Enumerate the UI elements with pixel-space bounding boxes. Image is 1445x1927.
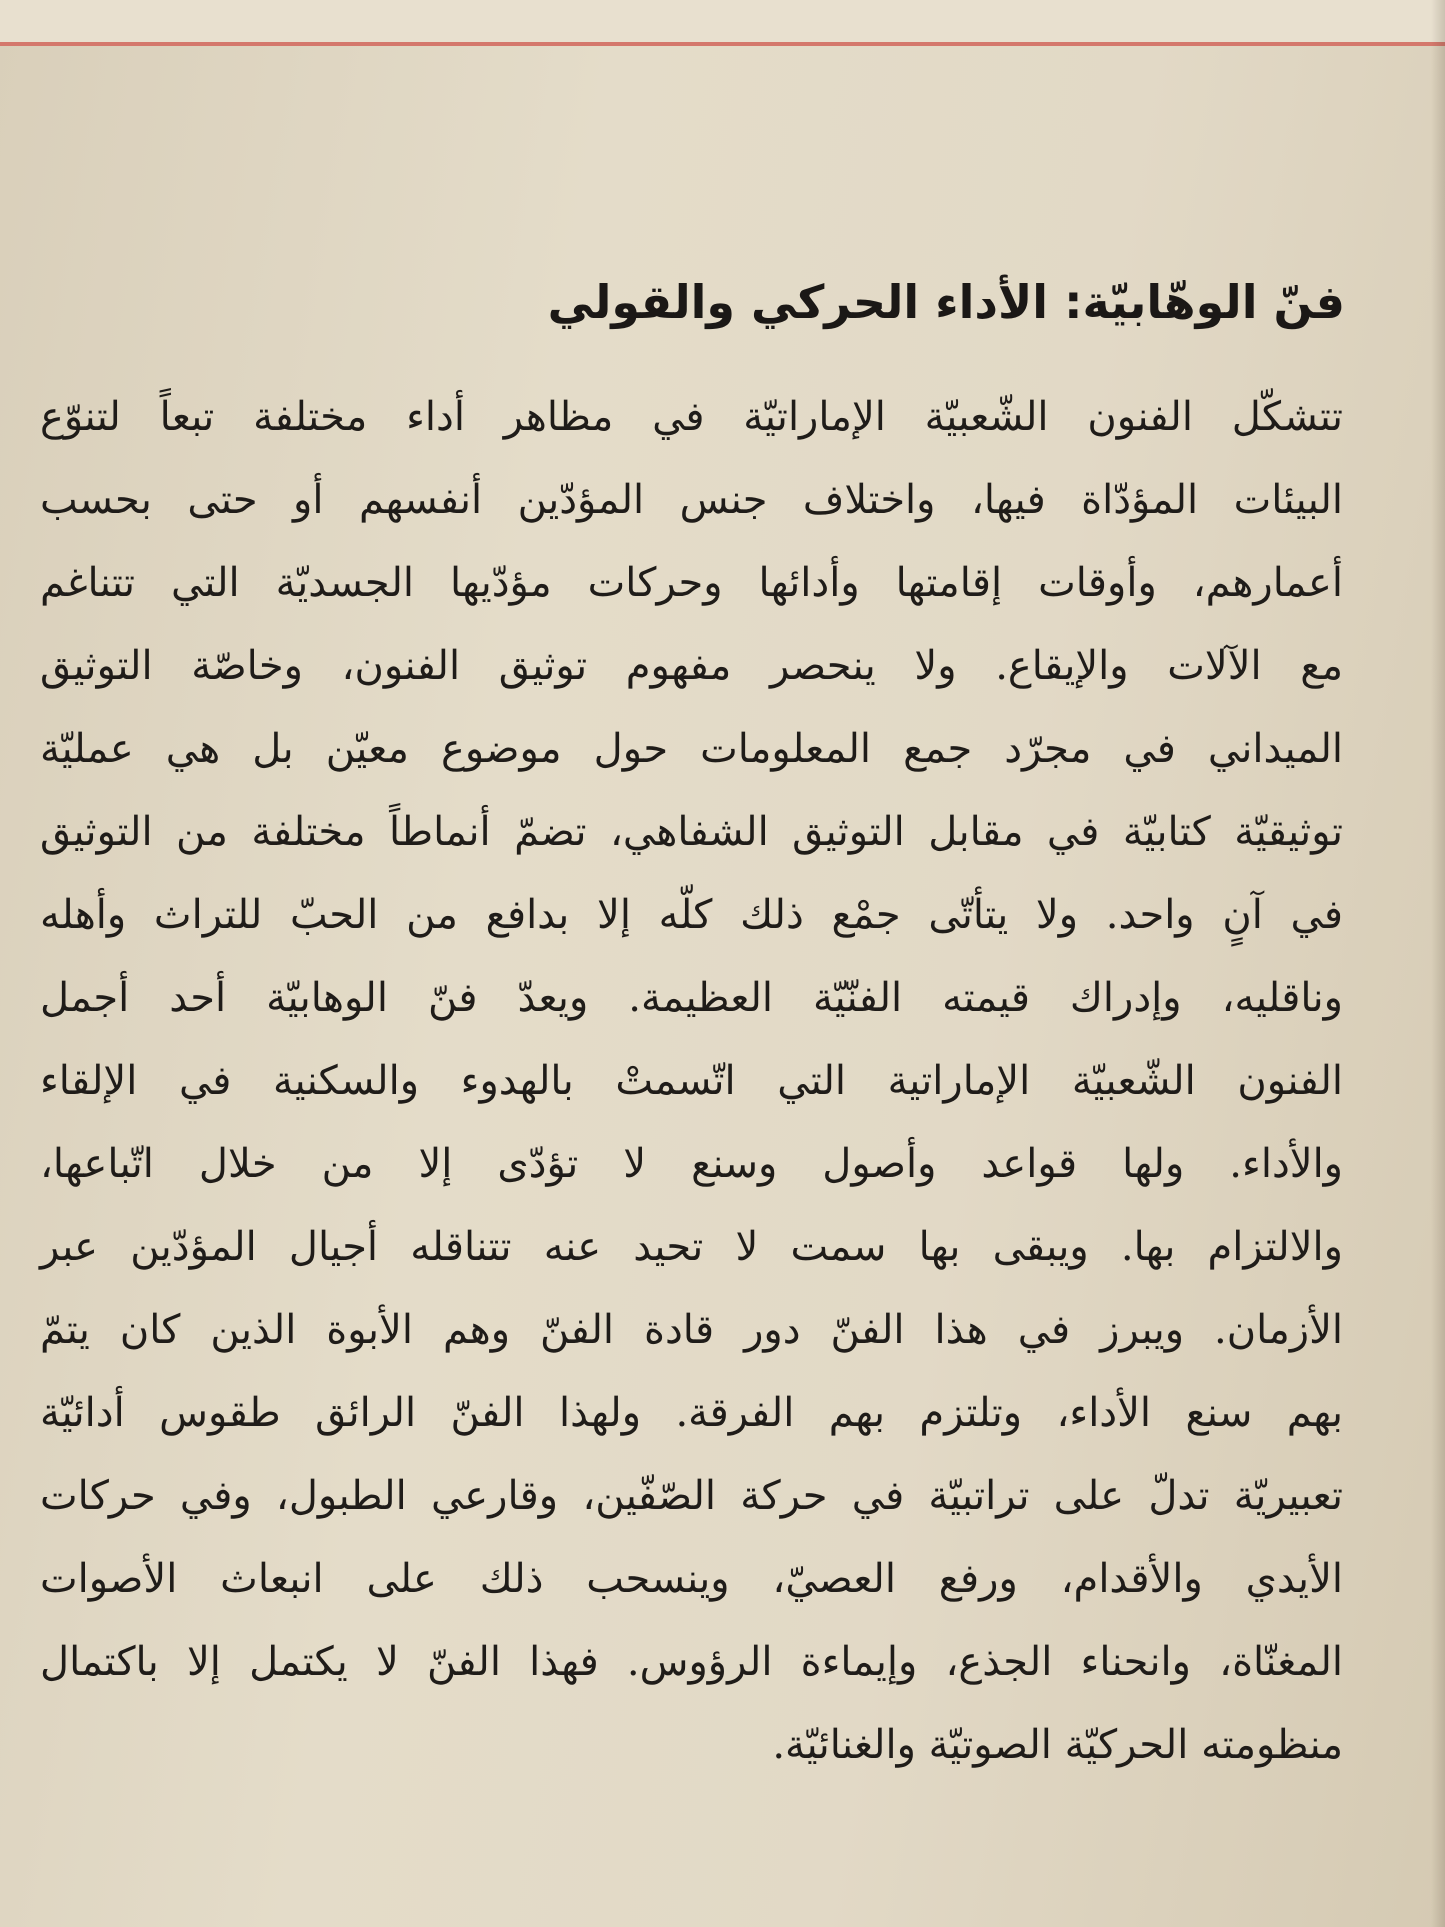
text-line: الفنون الشّعبيّة الإماراتية التي اتّسمتْ بالهدوء والسكنية في الإلقاء <box>40 1058 1343 1104</box>
text-line: تعبيريّة تدلّ على تراتبيّة في حركة الصّفّين، وقارعي الطبول، وفي حركات <box>40 1473 1343 1519</box>
section-heading: فنّ الوهّابيّة: الأداء الحركي والقولي <box>547 275 1345 329</box>
text-line: والالتزام بها. ويبقى بها سمت لا تحيد عنه تتناقله أجيال المؤدّين عبر <box>40 1224 1343 1270</box>
top-divider-line <box>0 42 1445 46</box>
text-line-last: منظومته الحركيّة الصوتيّة والغنائيّة. <box>772 1722 1343 1768</box>
text-line: والأداء. ولها قواعد وأصول وسنع لا تؤدّى إلا من خلال اتّباعها، <box>40 1141 1343 1187</box>
text-line: الميداني في مجرّد جمع المعلومات حول موضوع معيّن بل هي عمليّة <box>40 726 1343 772</box>
top-margin <box>0 0 1445 42</box>
page-edge-shadow <box>1431 0 1445 1927</box>
text-line: بهم سنع الأداء، وتلتزم بهم الفرقة. ولهذا الفنّ الرائق طقوس أدائيّة <box>40 1390 1343 1436</box>
text-line: الأزمان. ويبرز في هذا الفنّ دور قادة الفنّ وهم الأبوة الذين كان يتمّ <box>40 1307 1343 1353</box>
body-paragraph <box>40 376 1345 1787</box>
text-line: تتشكّل الفنون الشّعبيّة الإماراتيّة في مظاهر أداء مختلفة تبعاً لتنوّع <box>40 394 1343 440</box>
text-line: في آنٍ واحد. ولا يتأتّى جمْع ذلك كلّه إلا بدافع من الحبّ للتراث وأهله <box>40 892 1343 938</box>
text-line: الأيدي والأقدام، ورفع العصيّ، وينسحب ذلك على انبعاث الأصوات <box>40 1556 1343 1602</box>
text-line: المغنّاة، وانحناء الجذع، وإيماءة الرؤوس. فهذا الفنّ لا يكتمل إلا باكتمال <box>40 1639 1343 1685</box>
text-line: وناقليه، وإدراك قيمته الفنّيّة العظيمة. ويعدّ فنّ الوهابيّة أحد أجمل <box>40 975 1343 1021</box>
text-line: توثيقيّة كتابيّة في مقابل التوثيق الشفاهي، تضمّ أنماطاً مختلفة من التوثيق <box>40 809 1343 855</box>
text-line: البيئات المؤدّاة فيها، واختلاف جنس المؤدّين أنفسهم أو حتى بحسب <box>40 477 1343 523</box>
text-line: أعمارهم، وأوقات إقامتها وأدائها وحركات مؤدّيها الجسديّة التي تتناغم <box>40 560 1343 606</box>
book-page <box>40 270 1345 1787</box>
text-line: مع الآلات والإيقاع. ولا ينحصر مفهوم توثيق الفنون، وخاصّة التوثيق <box>40 643 1343 689</box>
